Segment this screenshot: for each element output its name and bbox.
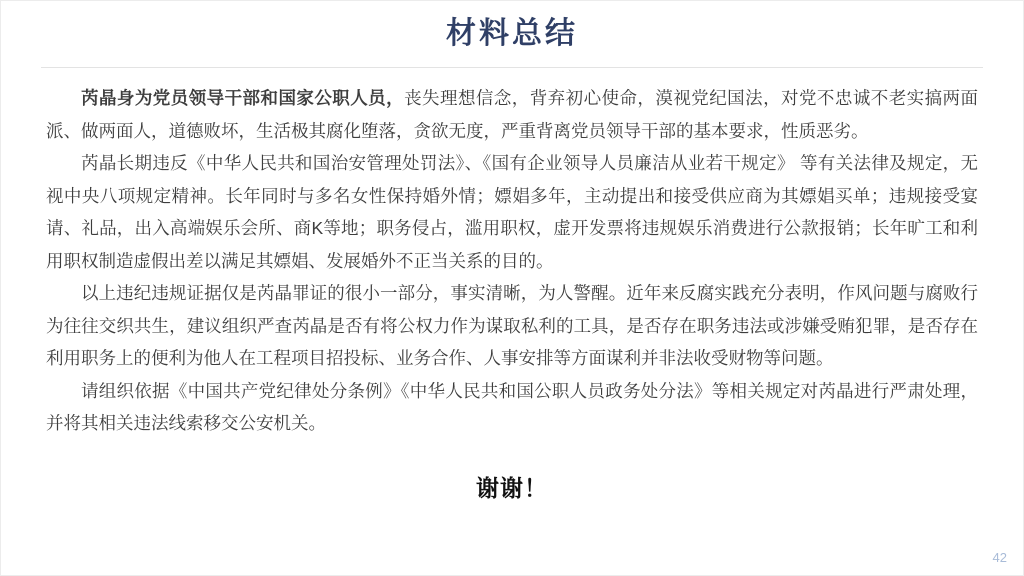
paragraph-bold-lead: 芮晶身为党员领导干部和国家公职人员，: [81, 88, 405, 108]
body-paragraph: [46, 277, 978, 375]
body-paragraph: [46, 375, 978, 440]
slide-body: [46, 82, 978, 440]
paragraph-text: 丧失理想信念，背弃初心使命，漠视党纪国法，对党不忠诚不老实搞两面派、做两面人，道德败坏，生活极其腐化堕落，贪欲无度，严重背离党员领导干部的基本要求，性质恶劣。: [46, 88, 979, 141]
paragraph-text: 以上违纪违规证据仅是芮晶罪证的很小一部分，事实清晰，为人警醒。近年来反腐实践充分表明，作风问题与腐败行为往往交织共生，建议组织严查芮晶是否有将公权力作为谋取私利的工具，是否存在职务违法或涉嫌受贿犯罪，是否存在利用职务上的便利为他人在工程项目招投标、业务合作、人事安排等方面谋利并非法收受财物等问题。: [46, 283, 978, 368]
body-paragraph: [46, 147, 978, 277]
closing-thanks-text: 谢谢！: [476, 474, 548, 501]
page-number: 42: [992, 550, 1007, 565]
paragraph-text: 请组织依据《中国共产党纪律处分条例》《中华人民共和国公职人员政务处分法》等相关规定对芮晶进行严肃处理，并将其相关违法线索移交公安机关。: [46, 380, 978, 433]
title-divider: [41, 67, 983, 68]
slide-title: 材料总结: [446, 17, 578, 50]
paragraph-text: 芮晶长期违反《中华人民共和国治安管理处罚法》、《国有企业领导人员廉洁从业若干规定》 等有关法律及规定，无视中央八项规定精神。长年同时与多名女性保持婚外情；嫖娼多年，主动提出和接受供应商为其嫖娼买单；违规接受宴请、礼品，出入高端娱乐会所、商K等地；职务侵占，滥用职权，虚开发票将违规娱乐消费进行公款报销；长年旷工和利用职权制造虚假出差以满足其嫖娼、发展婚外不正当关系的目的。: [46, 153, 978, 271]
body-paragraph: [46, 82, 978, 147]
